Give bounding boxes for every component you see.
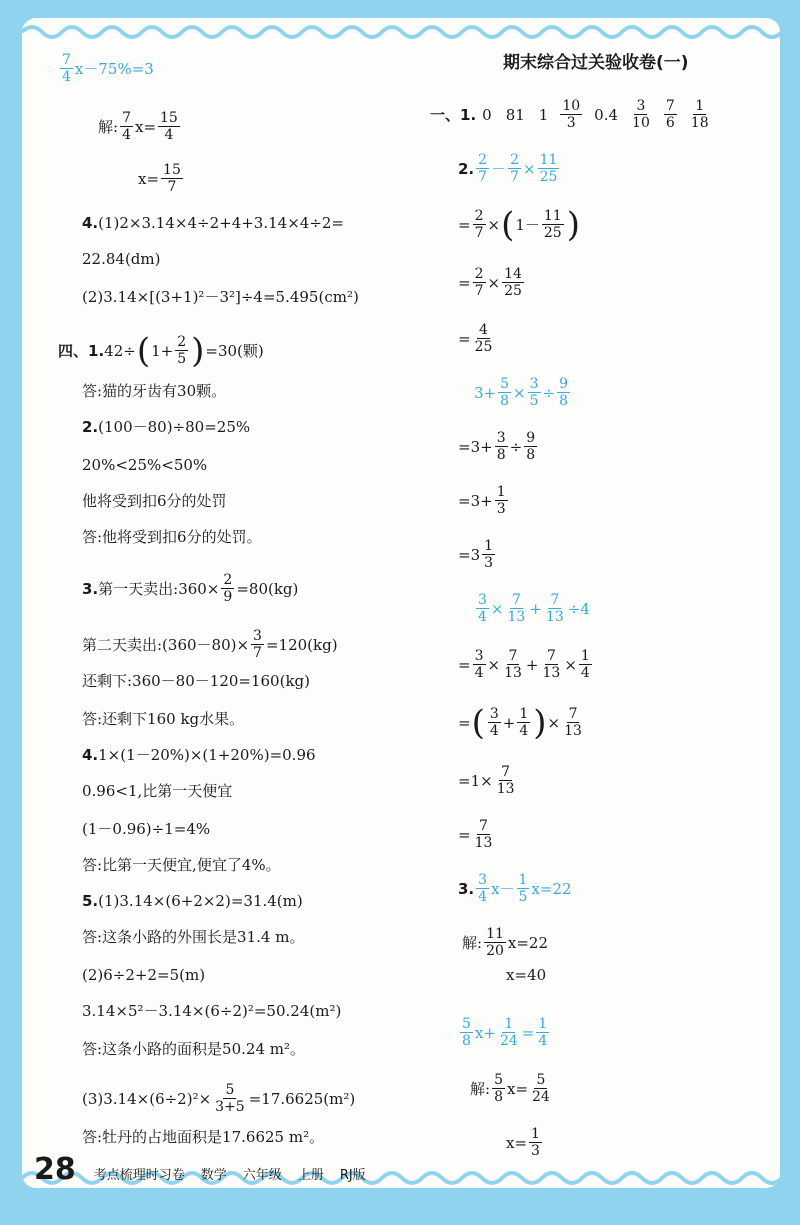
answer-line xyxy=(82,856,281,874)
text: 答:牡丹的占地面积是17.6625 m²。 xyxy=(82,1128,325,1146)
frac-den: 3 xyxy=(484,555,494,571)
frac-den: 3 xyxy=(496,501,506,517)
p4-line xyxy=(82,820,210,838)
frac-num: 7 xyxy=(501,764,511,780)
frac-den: 7 xyxy=(167,179,177,195)
question-number: 3. xyxy=(82,579,99,598)
q4-line xyxy=(82,214,344,232)
section-4-q1: 四、 1. 42÷ ( 1+ $\frac{2}{5}$ ) =30(颗) xyxy=(58,330,264,371)
frac-num: 1 xyxy=(580,648,590,664)
frac-den: 24 xyxy=(499,1033,518,1049)
p4-line xyxy=(82,746,316,764)
text: (2)6÷2+2=5(m) xyxy=(82,966,206,984)
frac-den: 8 xyxy=(559,393,569,409)
frac-num: 1 xyxy=(496,484,506,500)
q2-step: = ( $\frac{3}{4}$ + $\frac{1}{4}$ ) × $\frac{7}{13}$ xyxy=(458,702,582,743)
question-number: 1. xyxy=(88,341,105,360)
frac-num: 7 xyxy=(62,52,71,68)
frac-num: 2 xyxy=(177,334,187,350)
text: (1)3.14×(6+2×2)=31.4(m) xyxy=(98,892,303,910)
footer-subject: 数学 xyxy=(200,1168,227,1183)
q2-step: =3+ $\frac{3}{8}$ ÷ $\frac{9}{8}$ xyxy=(458,430,536,463)
frac-den: 3 xyxy=(566,115,576,131)
text: (100－80)÷80=25% xyxy=(98,418,251,436)
frac-den: 9 xyxy=(223,589,233,605)
frac-den: 13 xyxy=(496,781,515,797)
question-number: 5. xyxy=(82,892,99,910)
frac-num: 10 xyxy=(562,98,581,114)
question-number: 4. xyxy=(82,214,99,232)
question-number: 4. xyxy=(82,746,99,764)
frac-num: 1 xyxy=(695,98,705,114)
q2-step: = $\frac{2}{7}$ × ( 1－ $\frac{11}{25}$ ) xyxy=(458,204,580,245)
q2-expr: $\frac{3}{4}$ × $\frac{7}{13}$ + $\frac{7}{13}$ ÷4 xyxy=(478,592,590,625)
frac-num: 3 xyxy=(478,592,487,608)
frac-num: 11 xyxy=(543,208,562,224)
text: 第一天卖出:360× xyxy=(98,579,220,598)
text: =1× xyxy=(458,771,493,790)
text: =17.6625(m²) xyxy=(248,1089,356,1108)
text: (1－0.96)÷1=4% xyxy=(82,820,211,838)
answer-line xyxy=(82,528,262,546)
q2-step: = $\frac{2}{7}$ × $\frac{14}{25}$ xyxy=(458,266,522,299)
q2-step xyxy=(458,484,510,517)
q3-step xyxy=(462,926,548,959)
text: x=22 xyxy=(531,879,572,898)
frac-num: 15 xyxy=(160,110,178,126)
q3-step xyxy=(506,1126,544,1159)
frac-num: 7 xyxy=(665,98,675,114)
frac-den: 8 xyxy=(526,447,536,463)
frac-num: 5 xyxy=(225,1082,235,1098)
answer-item: 0.4 xyxy=(594,105,619,124)
p3-line xyxy=(82,628,338,661)
text: x=40 xyxy=(506,966,547,984)
q3-expr: $\frac{5}{8}$ x+ $\frac{1}{24}$ = $\frac{1}{4}$ xyxy=(462,1016,548,1049)
frac-den: 4 xyxy=(519,723,529,739)
answer-line xyxy=(82,382,226,400)
p4-line xyxy=(82,782,232,800)
frac-num: 3 xyxy=(496,430,506,446)
frac-den: 4 xyxy=(474,665,484,681)
frac-num: 7 xyxy=(479,818,488,834)
text: 1+ xyxy=(151,341,174,360)
text: 1×(1－20%)×(1+20%)=0.96 xyxy=(98,746,316,764)
frac-num: 3 xyxy=(474,648,484,664)
p3-line xyxy=(82,572,298,605)
frac-num: 5 xyxy=(462,1016,471,1032)
frac-den: 5 xyxy=(177,351,187,367)
page-footer xyxy=(34,1152,382,1187)
frac-num: 11 xyxy=(486,926,504,942)
p3-line xyxy=(82,672,310,690)
text: 解: xyxy=(470,1079,491,1098)
frac-num: 3 xyxy=(489,706,499,722)
text: (3)3.14×(6÷2)²× xyxy=(82,1089,212,1108)
text: x= xyxy=(506,1079,529,1098)
frac-num: 1 xyxy=(518,872,528,888)
frac-num: 7 xyxy=(511,592,521,608)
frac-den: 4 xyxy=(489,723,499,739)
frac-num: 3 xyxy=(529,376,539,392)
p2-line xyxy=(82,418,250,436)
answer-line xyxy=(82,928,304,946)
footer-edition: RJ版 xyxy=(339,1168,366,1183)
frac-num: 2 xyxy=(510,152,519,168)
frac-num: 2 xyxy=(474,266,484,282)
frac-den: 18 xyxy=(690,115,709,131)
frac-num: 7 xyxy=(122,110,131,126)
text: x= xyxy=(134,117,157,136)
q2-step xyxy=(458,764,519,797)
frac-den: 13 xyxy=(564,723,582,739)
answer-item: 0 xyxy=(482,105,492,124)
frac-den: 4 xyxy=(478,609,487,625)
frac-den: 8 xyxy=(500,393,510,409)
section-label: 四、 xyxy=(58,341,89,360)
text: =80(kg) xyxy=(236,579,299,598)
p5-line xyxy=(82,966,205,984)
q3-step xyxy=(470,1072,554,1105)
frac-num: 7 xyxy=(568,706,578,722)
question-number: 3. xyxy=(458,879,475,898)
frac-num: 5 xyxy=(536,1072,546,1088)
q3-expr: 3. $\frac{3}{4}$ x－ $\frac{1}{5}$ x=22 xyxy=(458,872,572,905)
text: 0.96<1,比第一天便宜 xyxy=(82,782,233,800)
frac-num: 2 xyxy=(223,572,233,588)
text: ÷4 xyxy=(567,599,590,618)
frac-den: 4 xyxy=(478,889,488,905)
frac-den: 20 xyxy=(486,943,504,959)
frac-num: 4 xyxy=(479,322,488,338)
page-title: 期末综合过关验收卷(一) xyxy=(503,53,689,73)
q2-step: = $\frac{7}{13}$ xyxy=(458,818,493,851)
frac-den: 4 xyxy=(538,1033,548,1049)
frac-num: 7 xyxy=(550,592,560,608)
answer-line xyxy=(82,1040,305,1058)
frac-num: 11 xyxy=(539,152,558,168)
text: 第二天卖出:(360－80)× xyxy=(82,635,250,654)
frac-den: 7 xyxy=(474,225,484,241)
question-number: 2. xyxy=(82,418,99,436)
frac-num: 9 xyxy=(526,430,536,446)
frac-num: 1 xyxy=(531,1126,540,1142)
frac-num: 14 xyxy=(504,266,522,282)
text: 他将受到扣6分的处罚 xyxy=(82,492,227,510)
frac-den: 10 xyxy=(632,115,650,131)
frac-den: 8 xyxy=(496,447,506,463)
frac-num: 5 xyxy=(500,376,510,392)
frac-den: 25 xyxy=(543,225,562,241)
text: 答:猫的牙齿有30颗。 xyxy=(82,382,227,400)
frac-den: 8 xyxy=(462,1033,471,1049)
frac-num: 1 xyxy=(504,1016,514,1032)
frac-den: 7 xyxy=(478,169,488,185)
q2-expr: 2. $\frac{2}{7}$ － $\frac{2}{7}$ × $\frac{11}{25}$ xyxy=(458,152,558,185)
answer-item: 1 xyxy=(538,105,549,124)
eq-line xyxy=(138,162,185,195)
text: x=22 xyxy=(507,933,549,952)
text: 答:这条小路的外围长是31.4 m。 xyxy=(82,928,305,946)
text: 3.14×5²－3.14×(6÷2)²=50.24(m²) xyxy=(82,1002,342,1020)
text: 答:比第一天便宜,便宜了4%。 xyxy=(82,856,281,874)
frac-den: 3 xyxy=(531,1143,540,1159)
question-number: 1. xyxy=(460,105,477,124)
footer-grade: 六年级 xyxy=(242,1168,282,1183)
text: 42÷ xyxy=(104,341,136,360)
text: (1)2×3.14×4÷2+4+3.14×4÷2= xyxy=(98,214,344,232)
frac-num: 3 xyxy=(478,872,488,888)
text: =3 xyxy=(458,545,481,564)
frac-num: 1 xyxy=(484,538,494,554)
text: x= xyxy=(506,1133,528,1152)
frac-den: 7 xyxy=(510,169,519,185)
frac-den: 7 xyxy=(253,645,262,661)
frac-den: 4 xyxy=(164,127,174,143)
frac-num: 5 xyxy=(494,1072,503,1088)
answer-line xyxy=(82,710,244,728)
answer-item: 81 xyxy=(505,105,525,124)
page-number: 28 xyxy=(34,1152,76,1187)
frac-den: 13 xyxy=(474,835,493,851)
frac-num: 15 xyxy=(163,162,181,178)
text: 解: xyxy=(98,117,119,136)
frac-num: 3 xyxy=(636,98,646,114)
frac-den: 6 xyxy=(665,115,675,131)
p5-line xyxy=(82,892,303,910)
text: 3+ xyxy=(474,383,497,402)
frac-den: 25 xyxy=(474,339,493,355)
frac-den: 3+5 xyxy=(215,1099,245,1115)
frac-den: 4 xyxy=(62,69,71,85)
footer-volume: 上册 xyxy=(297,1168,324,1183)
answer-line xyxy=(82,1128,324,1146)
text: 22.84(dm) xyxy=(82,250,161,268)
text: =30(颗) xyxy=(205,341,264,360)
frac-den: 4 xyxy=(580,665,590,681)
p2-line xyxy=(82,456,207,474)
text: =3+ xyxy=(458,491,493,510)
footer-book: 考点梳理时习卷 xyxy=(93,1168,185,1183)
frac-den: 13 xyxy=(504,665,522,681)
frac-den: 25 xyxy=(504,283,522,299)
frac-num: 1 xyxy=(538,1016,548,1032)
q3-step xyxy=(506,966,546,984)
text: (2)3.14×[(3+1)²－3²]÷4=5.495(cm²) xyxy=(82,288,359,306)
p5-line xyxy=(82,1002,341,1020)
q2-step: = $\frac{4}{25}$ xyxy=(458,322,493,355)
frac-num: 3 xyxy=(253,628,262,644)
text: 20%<25%<50% xyxy=(82,456,208,474)
q2-expr: 3+ $\frac{5}{8}$ × $\frac{3}{5}$ ÷ $\frac{9}{8}$ xyxy=(474,376,569,409)
frac-den: 24 xyxy=(532,1089,550,1105)
frac-num: 2 xyxy=(474,208,484,224)
question-number: 2. xyxy=(458,159,475,178)
q4-line xyxy=(82,288,359,306)
top-wave-border xyxy=(22,18,780,44)
text: 还剩下:360－80－120=160(kg) xyxy=(82,672,310,690)
frac-num: 7 xyxy=(546,648,556,664)
frac-den: 4 xyxy=(122,127,131,143)
text: 答:这条小路的面积是50.24 m²。 xyxy=(82,1040,306,1058)
text: 答:还剩下160 kg水果。 xyxy=(82,710,245,728)
text: x－75%=3 xyxy=(74,59,154,78)
q2-step xyxy=(458,538,497,571)
p2-line xyxy=(82,492,227,510)
q4-line xyxy=(82,250,160,268)
frac-den: 13 xyxy=(542,665,561,681)
q2-step: = $\frac{3}{4}$ × $\frac{7}{13}$ + $\frac{7}{13}$ × $\frac{1}{4}$ xyxy=(458,648,590,681)
frac-den: 13 xyxy=(545,609,564,625)
frac-den: 13 xyxy=(507,609,526,625)
text: x= xyxy=(138,169,160,188)
frac-num: 9 xyxy=(559,376,569,392)
frac-den: 5 xyxy=(518,889,528,905)
frac-num: 2 xyxy=(478,152,488,168)
p5-line xyxy=(82,1082,355,1115)
section-label: 一、 xyxy=(430,105,461,124)
frac-den: 8 xyxy=(494,1089,503,1105)
q1-line xyxy=(430,98,713,131)
frac-num: 1 xyxy=(519,706,529,722)
frac-den: 7 xyxy=(474,283,484,299)
text: =120(kg) xyxy=(265,635,338,654)
eq-line xyxy=(58,52,154,85)
eq-line xyxy=(98,110,182,143)
frac-num: 7 xyxy=(508,648,518,664)
text: 解: xyxy=(462,933,483,952)
text: =3+ xyxy=(458,437,493,456)
text: 答:他将受到扣6分的处罚。 xyxy=(82,528,262,546)
frac-den: 5 xyxy=(529,393,539,409)
frac-den: 25 xyxy=(539,169,558,185)
